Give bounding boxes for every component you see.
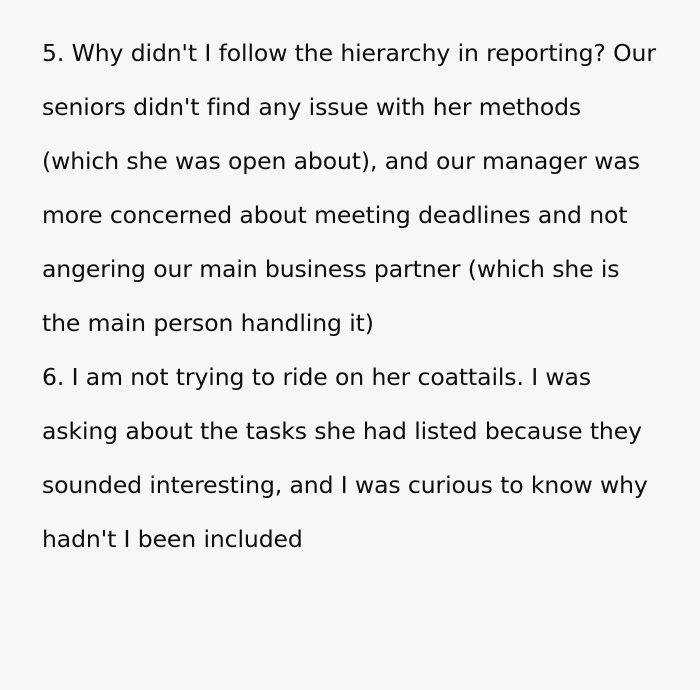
paragraph-item-6: 6. I am not trying to ride on her coattails. I was asking about the tasks she had listed because they sounded interesting, and I was curious to know why hadn't I been included [42,363,656,553]
document-text-block [42,26,664,566]
paragraph-item-5: 5. Why didn't I follow the hierarchy in reporting? Our seniors didn't find any issue with her methods (which she was open about), and our manager was more concerned about meeting deadlines and not angering our main business partner (which she is the main person handling it) [42,39,664,337]
